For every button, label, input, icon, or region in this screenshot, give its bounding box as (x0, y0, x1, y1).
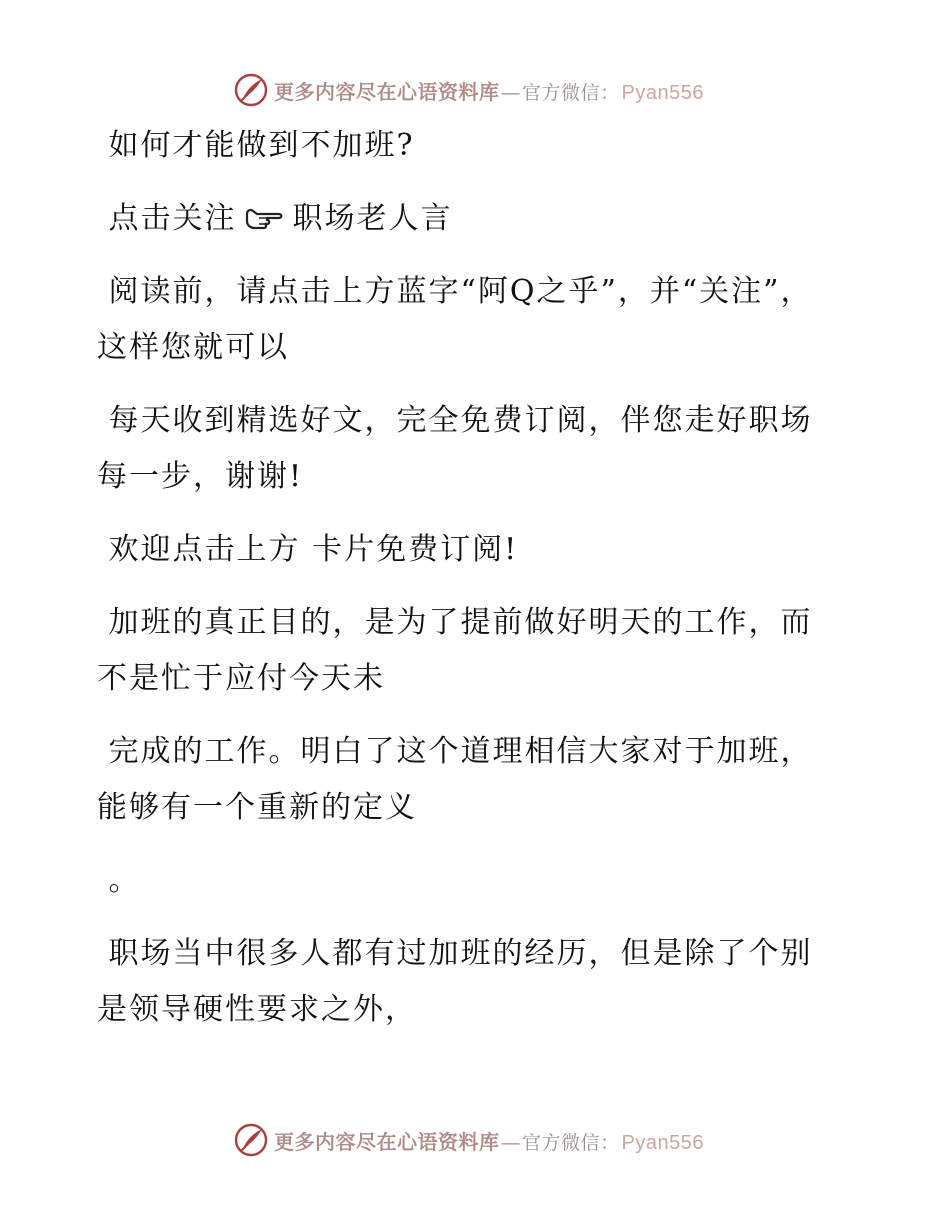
banner-official-label: 官方微信： (522, 1131, 620, 1154)
banner-wechat-id: Pyan556 (621, 81, 704, 104)
header-watermark-banner (234, 70, 714, 110)
paragraph-card-subscribe: 欢迎点击上方 卡片免费订阅! (97, 532, 519, 567)
follow-prefix: 点击关注 (97, 201, 237, 236)
follow-line (97, 191, 837, 247)
paragraph-overtime-purpose: 加班的真正目的，是为了提前做好明天的工作，而不是忙于应付今天未 (97, 605, 813, 696)
paragraph-overtime-experience: 职场当中很多人都有过加班的经历，但是除了个别是领导硬性要求之外， (97, 936, 813, 1027)
banner-separator: — (500, 1129, 521, 1154)
banner-site-text: 更多内容尽在心语资料库 (274, 79, 500, 104)
quill-logo-icon (234, 73, 268, 107)
paragraph-daily-articles: 每天收到精选好文，完全免费订阅，伴您走好职场每一步，谢谢! (97, 403, 813, 494)
pointing-hand-icon (243, 204, 287, 232)
quill-logo-icon (234, 1123, 268, 1157)
paragraph-period: 。 (97, 863, 141, 898)
banner-wechat-id: Pyan556 (621, 1131, 704, 1154)
follow-suffix: 职场老人言 (292, 201, 453, 236)
banner-separator: — (500, 79, 521, 104)
article-title: 如何才能做到不加班? (97, 128, 415, 163)
footer-watermark-banner (234, 1120, 714, 1160)
banner-site-text: 更多内容尽在心语资料库 (274, 1129, 500, 1154)
article-body (97, 118, 837, 1055)
paragraph-unfinished-work: 完成的工作。明白了这个道理相信大家对于加班，能够有一个重新的定义 (97, 734, 813, 825)
banner-official-label: 官方微信： (522, 81, 620, 104)
paragraph-read-prompt: 阅读前，请点击上方蓝字“阿Q之乎”，并“关注”，这样您就可以 (97, 274, 813, 365)
